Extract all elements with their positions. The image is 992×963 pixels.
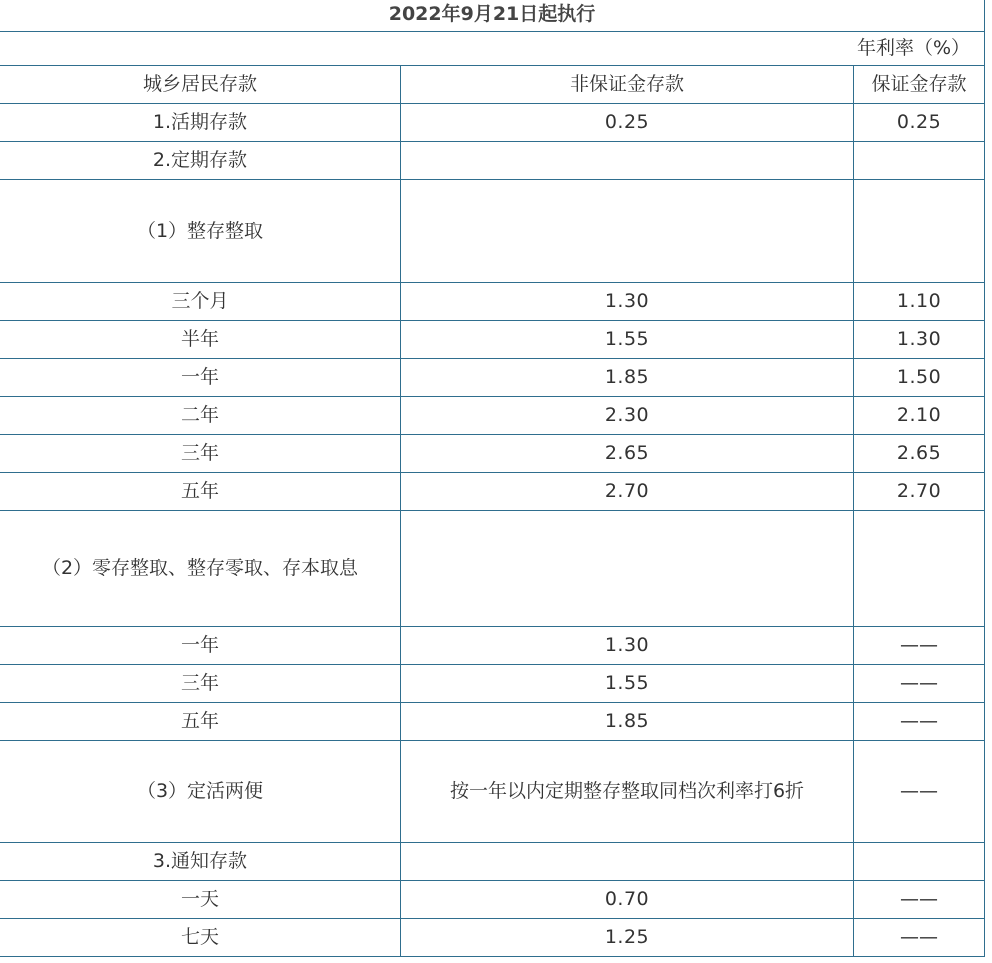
margin-rate: [854, 511, 985, 627]
unit-row: [0, 32, 985, 66]
margin-rate: ——: [854, 627, 985, 665]
non-margin-rate: [401, 142, 854, 180]
row-label: 半年: [0, 321, 401, 359]
header-margin-deposits: 保证金存款: [854, 66, 985, 104]
table-row: [0, 283, 985, 321]
table-row: [0, 180, 985, 283]
table-row: [0, 397, 985, 435]
margin-rate: [854, 142, 985, 180]
margin-rate: 0.25: [854, 104, 985, 142]
row-label: 3.通知存款: [0, 843, 401, 881]
margin-rate: ——: [854, 881, 985, 919]
margin-rate: ——: [854, 703, 985, 741]
rate-unit-label: 年利率（%）: [0, 32, 985, 66]
non-margin-rate: 1.30: [401, 283, 854, 321]
row-label: 一年: [0, 359, 401, 397]
row-label: 三个月: [0, 283, 401, 321]
table-row: [0, 321, 985, 359]
table-row: [0, 919, 985, 957]
margin-rate: ——: [854, 741, 985, 843]
non-margin-rate: 2.70: [401, 473, 854, 511]
non-margin-rate: 1.85: [401, 359, 854, 397]
row-label: 一年: [0, 627, 401, 665]
header-non-margin-deposits: 非保证金存款: [401, 66, 854, 104]
table-row: [0, 142, 985, 180]
table-row: [0, 741, 985, 843]
non-margin-rate: 1.25: [401, 919, 854, 957]
row-label: （2）零存整取、整存零取、存本取息: [0, 511, 401, 627]
non-margin-rate: 1.30: [401, 627, 854, 665]
non-margin-rate: 0.70: [401, 881, 854, 919]
non-margin-rate: [401, 843, 854, 881]
row-label: 七天: [0, 919, 401, 957]
row-label: 一天: [0, 881, 401, 919]
table-row: [0, 104, 985, 142]
margin-rate: 2.65: [854, 435, 985, 473]
row-label: 五年: [0, 703, 401, 741]
table-row: [0, 435, 985, 473]
table-title: 2022年9月21日起执行: [0, 0, 985, 32]
table-row: [0, 843, 985, 881]
margin-rate: 2.10: [854, 397, 985, 435]
non-margin-rate: [401, 180, 854, 283]
margin-rate: 2.70: [854, 473, 985, 511]
non-margin-rate: 按一年以内定期整存整取同档次利率打6折: [401, 741, 854, 843]
row-label: 2.定期存款: [0, 142, 401, 180]
table-row: [0, 703, 985, 741]
header-residents-deposits: 城乡居民存款: [0, 66, 401, 104]
non-margin-rate: 0.25: [401, 104, 854, 142]
table-row: [0, 473, 985, 511]
table-row: [0, 359, 985, 397]
row-label: 二年: [0, 397, 401, 435]
table-row: [0, 627, 985, 665]
table-row: [0, 511, 985, 627]
row-label: 1.活期存款: [0, 104, 401, 142]
table-row: [0, 881, 985, 919]
margin-rate: [854, 843, 985, 881]
table-row: [0, 665, 985, 703]
non-margin-rate: 1.55: [401, 321, 854, 359]
margin-rate: [854, 180, 985, 283]
non-margin-rate: 2.30: [401, 397, 854, 435]
margin-rate: 1.50: [854, 359, 985, 397]
margin-rate: ——: [854, 665, 985, 703]
margin-rate: 1.30: [854, 321, 985, 359]
margin-rate: ——: [854, 919, 985, 957]
header-row: [0, 66, 985, 104]
title-row: [0, 0, 985, 32]
row-label: 三年: [0, 435, 401, 473]
row-label: （1）整存整取: [0, 180, 401, 283]
row-label: 三年: [0, 665, 401, 703]
row-label: 五年: [0, 473, 401, 511]
non-margin-rate: 1.55: [401, 665, 854, 703]
margin-rate: 1.10: [854, 283, 985, 321]
non-margin-rate: [401, 511, 854, 627]
non-margin-rate: 2.65: [401, 435, 854, 473]
row-label: （3）定活两便: [0, 741, 401, 843]
non-margin-rate: 1.85: [401, 703, 854, 741]
